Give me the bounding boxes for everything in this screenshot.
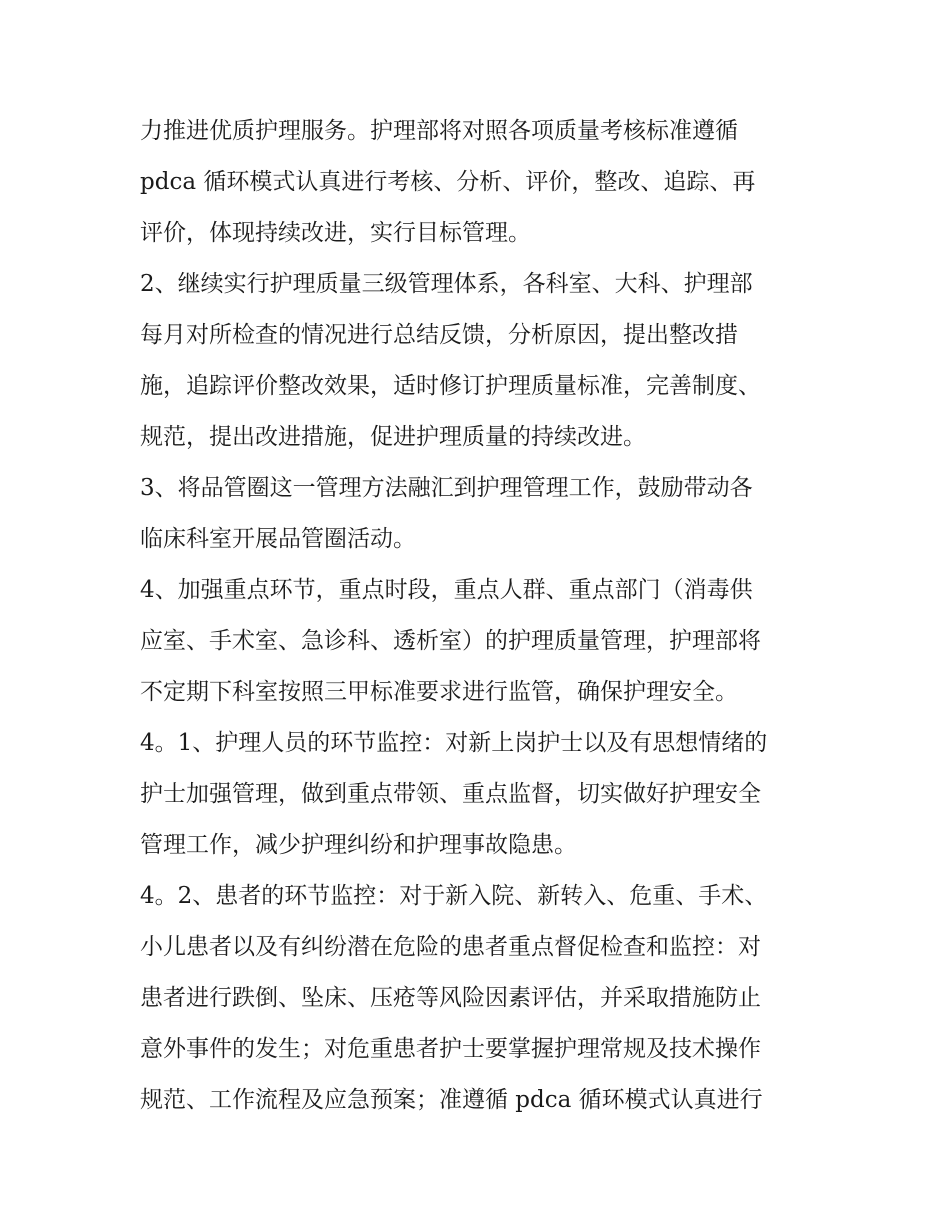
text-line-17: 小儿患者以及有纠纷潜在危险的患者重点督促检查和监控：对 <box>140 934 761 960</box>
text-line-4: 2、继续实行护理质量三级管理体系，各科室、大科、护理部 <box>140 271 753 297</box>
text-line-15: 管理工作，减少护理纠纷和护理事故隐患。 <box>140 832 577 858</box>
text-line-6: 施，追踪评价整改效果，适时修订护理质量标准，完善制度、 <box>140 373 761 399</box>
text-line-7: 规范，提出改进措施，促进护理质量的持续改进。 <box>140 424 646 450</box>
text-line-9: 临床科室开展品管圈活动。 <box>140 526 416 552</box>
text-line-12: 不定期下科室按照三甲标准要求进行监管，确保护理安全。 <box>140 679 738 705</box>
text-line-2: pdca 循环模式认真进行考核、分析、评价，整改、追踪、再 <box>140 169 756 195</box>
text-line-3: 评价，体现持续改进，实行目标管理。 <box>140 220 531 246</box>
text-line-18: 患者进行跌倒、坠床、压疮等风险因素评估，并采取措施防止 <box>140 985 761 1011</box>
text-line-8: 3、将品管圈这一管理方法融汇到护理管理工作，鼓励带动各 <box>140 475 753 501</box>
text-line-5: 每月对所检查的情况进行总结反馈，分析原因，提出整改措 <box>140 322 738 348</box>
text-line-16: 4。2、患者的环节监控：对于新入院、新转入、危重、手术、 <box>140 883 768 909</box>
text-line-14: 护士加强管理，做到重点带领、重点监督，切实做好护理安全 <box>140 781 761 807</box>
text-line-1: 力推进优质护理服务。护理部将对照各项质量考核标准遵循 <box>140 118 738 144</box>
text-line-19: 意外事件的发生；对危重患者护士要掌握护理常规及技术操作 <box>140 1036 761 1062</box>
text-line-20: 规范、工作流程及应急预案；准遵循 pdca 循环模式认真进行 <box>140 1087 763 1113</box>
document-body <box>140 106 830 1126</box>
text-line-13: 4。1、护理人员的环节监控：对新上岗护士以及有思想情绪的 <box>140 730 768 756</box>
text-line-11: 应室、手术室、急诊科、透析室）的护理质量管理，护理部将 <box>140 628 761 654</box>
text-line-10: 4、加强重点环节，重点时段，重点人群、重点部门（消毒供 <box>140 577 753 603</box>
